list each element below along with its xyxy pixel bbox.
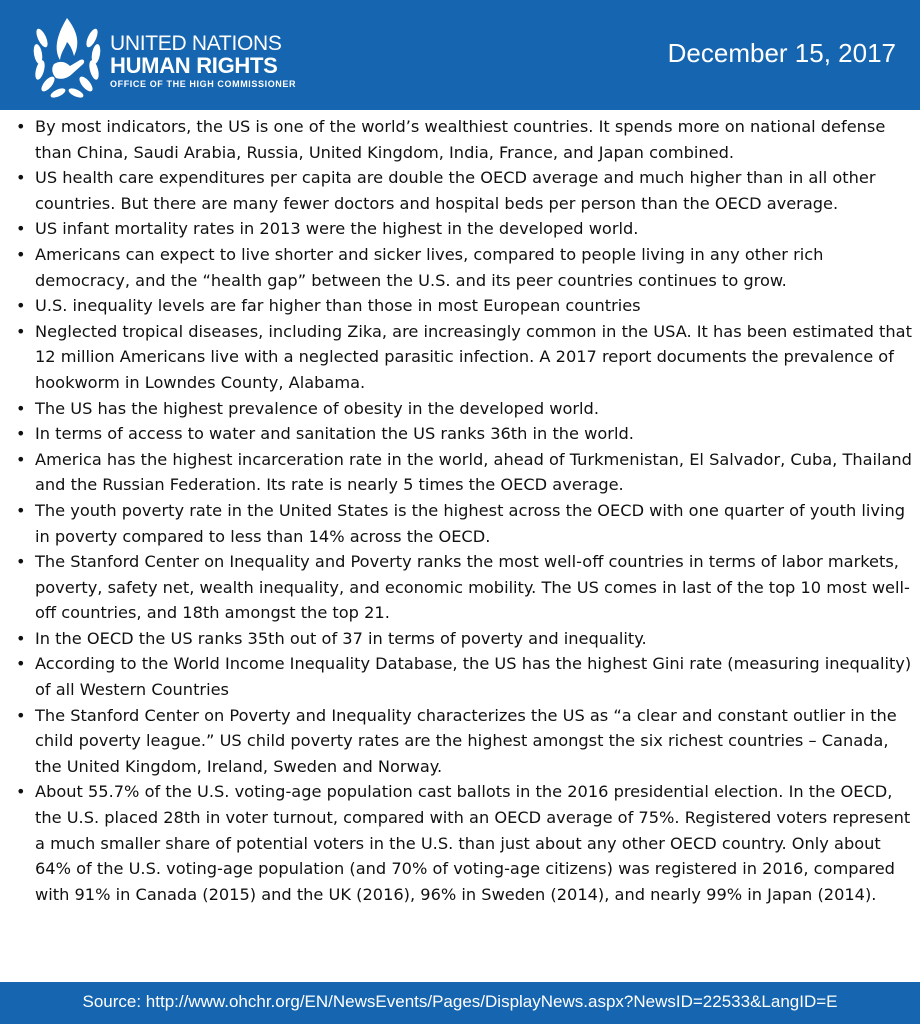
list-item [12, 498, 912, 549]
list-item [12, 549, 912, 626]
header-banner [0, 0, 920, 110]
list-item-text: The US has the highest prevalence of obesity in the developed world. [35, 398, 599, 418]
list-item-text: The youth poverty rate in the United States is the highest across the OECD with one quarter of youth living in poverty compared to less than 14% across the OECD. [35, 500, 906, 546]
list-item [12, 703, 912, 780]
org-name-line2: HUMAN RIGHTS [110, 53, 278, 78]
list-item-text: By most indicators, the US is one of the world’s wealthiest countries. It spends more on national defense than China, Saudi Arabia, Russia, United Kingdom, India, France, and Japan combined. [35, 117, 886, 162]
list-item-text: About 55.7% of the U.S. voting-age population cast ballots in the 2016 presidential election. In the OECD, the U.S. placed 28th in voter turnout, compared with an OECD average of 75%. Registered voters represent a much smaller share of potential voters in the U.S. than just about any other OECD country. Only about 64% of the U.S. voting-age population (and 70% of voting-age citizens) was registered in 2016, compared with 91% in Canada (2015) and the UK (2016), 96% in Sweden (2014), and nearly 99% in Japan (2014). [35, 782, 911, 904]
source-link[interactable]: Source: http://www.ohchr.org/EN/NewsEvents/Pages/DisplayNews.aspx?NewsID=22533&LangID=E [82, 992, 838, 1011]
bullet-dot: • [16, 705, 26, 725]
bullet-dot: • [16, 424, 26, 444]
bullet-dot: • [16, 628, 26, 648]
list-item-text: In the OECD the US ranks 35th out of 37 in terms of poverty and inequality. [35, 628, 647, 648]
un-human-rights-emblem-icon [28, 8, 106, 104]
list-item-text: U.S. inequality levels are far higher than those in most European countries [35, 296, 641, 316]
org-name-line1: UNITED NATIONS [110, 32, 282, 55]
list-item-text: US infant mortality rates in 2013 were the highest in the developed world. [35, 219, 639, 239]
list-item [12, 421, 912, 447]
bullet-dot: • [16, 782, 26, 802]
publication-date: December 15, 2017 [667, 38, 896, 68]
list-item-text: The Stanford Center on Poverty and Inequality characterizes the US as “a clear and constant outlier in the child poverty league.” US child poverty rates are the highest amongst the six richest countries – Canada, the United Kingdom, Ireland, Sweden and Norway. [35, 705, 897, 776]
list-item-text: According to the World Income Inequality Database, the US has the highest Gini rate (measuring inequality) of all Western Countries [35, 654, 912, 700]
bullet-dot: • [16, 552, 26, 572]
list-item-text: America has the highest incarceration rate in the world, ahead of Turkmenistan, El Salvador, Cuba, Thailand and the Russian Federation. Its rate is nearly 5 times the OECD average. [35, 449, 912, 495]
bullet-dot: • [16, 296, 26, 316]
list-item [12, 779, 912, 907]
bullet-dot: • [16, 244, 26, 264]
bullet-list [12, 114, 912, 907]
bullet-dot: • [16, 398, 26, 418]
bullet-dot: • [16, 321, 26, 341]
list-item [12, 447, 912, 498]
list-item [12, 216, 912, 242]
list-item-text: Neglected tropical diseases, including Zika, are increasingly common in the USA. It has been estimated that 12 million Americans live with a neglected parasitic infection. A 2017 report documents the prevalence of hookworm in Lowndes County, Alabama. [35, 321, 912, 392]
bullet-dot: • [16, 500, 26, 520]
list-item [12, 165, 912, 216]
bullet-dot: • [16, 449, 26, 469]
list-item [12, 242, 912, 293]
bullet-list-container [12, 114, 912, 907]
list-item-text: The Stanford Center on Inequality and Poverty ranks the most well-off countries in terms of labor markets, poverty, safety net, wealth inequality, and economic mobility. The US comes in last of the top 10 most well-off countries, and 18th amongst the top 21. [35, 552, 910, 623]
bullet-dot: • [16, 654, 26, 674]
org-name-line3: OFFICE OF THE HIGH COMMISSIONER [110, 79, 297, 89]
list-item [12, 396, 912, 422]
list-item [12, 651, 912, 702]
source-footer [0, 982, 920, 1024]
bullet-dot: • [16, 117, 26, 136]
list-item-text: Americans can expect to live shorter and sicker lives, compared to people living in any other rich democracy, and the “health gap” between the U.S. and its peer countries continues to grow. [35, 244, 824, 290]
bullet-dot: • [16, 219, 26, 239]
list-item [12, 319, 912, 396]
list-item-text: US health care expenditures per capita are double the OECD average and much higher than in all other countries. But there are many fewer doctors and hospital beds per person than the OECD average. [35, 168, 876, 213]
bullet-dot: • [16, 168, 26, 188]
list-item [12, 626, 912, 652]
list-item [12, 114, 912, 165]
list-item-text: In terms of access to water and sanitation the US ranks 36th in the world. [35, 424, 634, 444]
list-item [12, 293, 912, 319]
organization-name [110, 33, 296, 89]
